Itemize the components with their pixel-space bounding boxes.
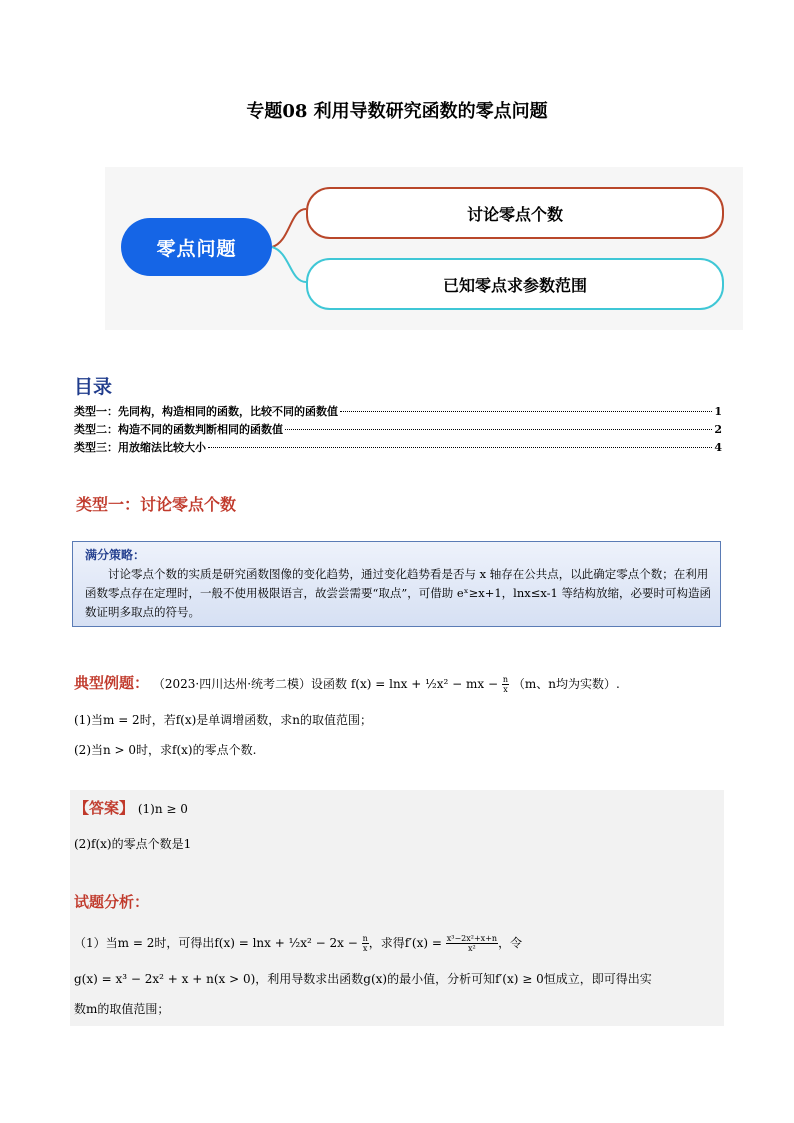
toc-leader: [285, 429, 712, 430]
toc-item-label: 类型一：先同构，构造相同的函数，比较不同的函数值: [74, 405, 338, 418]
toc-leader: [340, 411, 712, 412]
strategy-box: [72, 541, 721, 627]
toc-item-label: 类型三：用放缩法比较大小: [74, 441, 206, 454]
page-title: 专题08 利用导数研究函数的零点问题: [246, 101, 548, 122]
example-tail: （m、n均为实数）.: [512, 677, 620, 691]
example-source: （2023·四川达州·统考二模）设函数: [152, 677, 348, 691]
answer-2: (2)f(x)的零点个数是1: [74, 837, 192, 851]
answer-1: (1)n ≥ 0: [137, 802, 188, 816]
example-heading: 典型例题: [74, 674, 135, 692]
example-line: [74, 672, 620, 694]
section-heading: 类型一：讨论零点个数: [76, 495, 237, 514]
toc-item-page: 4: [714, 441, 722, 454]
toc-item[interactable]: [74, 403, 722, 419]
example-func: f(x) = lnx +: [350, 677, 426, 691]
analysis-heading: 试题分析：: [74, 893, 150, 911]
mindmap-root: 零点问题: [121, 218, 272, 276]
answer-panel: [70, 790, 724, 1026]
toc-item-label: 类型二：构造不同的函数判断相同的函数值: [74, 423, 283, 436]
example-func-rest: x² − mx −: [436, 677, 502, 691]
example-colon: ：: [134, 674, 150, 692]
toc-item[interactable]: [74, 421, 722, 437]
toc-item[interactable]: [74, 439, 722, 455]
analysis-line-1: （1）当m = 2时，可得出f(x) = lnx + ½x² − 2x − $\frac{n}{x}$ ，求得f′(x) = $\frac{\text{x³−2x²+x+n}}{\text{x²}}$ ，令: [74, 934, 523, 953]
example-fraction: $\frac{n}{x}$: [502, 675, 509, 694]
answer-heading: 【答案】: [74, 799, 135, 817]
analysis-line-3: 数m的取值范围；: [74, 1002, 170, 1016]
toc-item-page: 2: [714, 423, 722, 436]
toc-item-page: 1: [714, 405, 722, 418]
toc-heading: 目录: [74, 376, 113, 398]
analysis-line-2: g(x) = x³ − 2x² + x + n(x > 0)，利用导数求出函数g(x)的最小值，分析可知f′(x) ≥ 0恒成立，即可得出实: [74, 972, 652, 986]
answer-line-1: [74, 797, 188, 818]
question-2: (2)当n > 0时，求f(x)的零点个数.: [74, 743, 257, 757]
question-1: (1)当m = 2时，若f(x)是单调增函数，求n的取值范围；: [74, 713, 372, 727]
strategy-body: 讨论零点个数的实质是研究函数图像的变化趋势，通过变化趋势看是否与 x 轴存在公共点，以此确定零点个数；在利用函数零点存在定理时，一般不使用极限语言，故尝尝需要“取点”，可借助 eˣ≥x+1，lnx≤x-1 等结构放缩，必要时可构造函数证明多取点的符号。: [85, 567, 712, 619]
mindmap-branch-param: 已知零点求参数范围: [306, 258, 724, 310]
toc-leader: [208, 447, 712, 448]
example-func-half: ½: [425, 677, 437, 691]
strategy-heading: 满分策略：: [85, 548, 146, 562]
mindmap-branch-count: 讨论零点个数: [306, 187, 724, 239]
